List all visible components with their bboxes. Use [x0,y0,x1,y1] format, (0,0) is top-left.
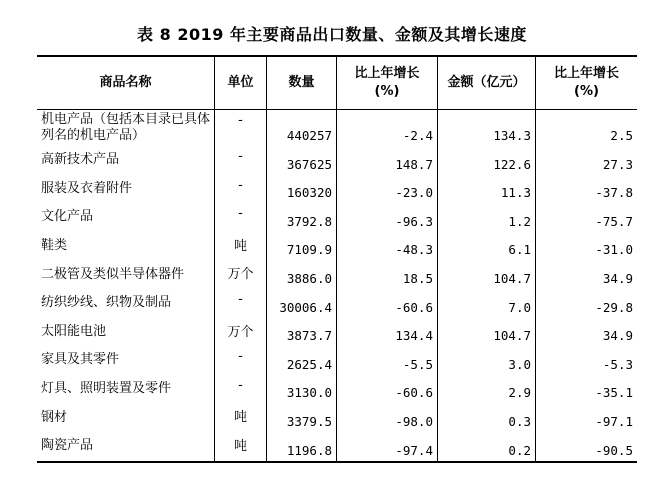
cell-amount: 0.2 [438,432,536,461]
header-qty-growth-line1: 比上年增长 [354,66,420,81]
cell-qty-growth: -23.0 [337,175,438,204]
cell-unit: 吨 [215,432,267,461]
cell-name: 纺织纱线、织物及制品 [37,289,215,318]
table-header [37,57,637,110]
cell-quantity: 3792.8 [267,203,337,232]
header-name: 商品名称 [37,57,215,109]
cell-qty-growth: -60.6 [337,375,438,404]
cell-name: 二极管及类似半导体器件 [37,260,215,289]
cell-quantity: 3886.0 [267,260,337,289]
cell-amount: 6.1 [438,232,536,261]
cell-unit: - [215,146,267,175]
cell-amount: 104.7 [438,260,536,289]
cell-amt-growth: -90.5 [595,442,633,458]
cell-amt-growth: 2.5 [610,128,633,143]
cell-amt-growth: -5.3 [602,356,633,372]
export-table [37,55,637,463]
cell-unit: - [215,175,267,204]
cell-quantity: 160320 [267,175,337,204]
cell-amount: 122.6 [438,146,536,175]
header-quantity: 数量 [267,57,337,109]
cell-amount: 2.9 [438,375,536,404]
header-unit: 单位 [215,57,267,109]
cell-amt-growth: -31.0 [595,242,633,258]
cell-qty-growth: 18.5 [337,260,438,289]
cell-amt-growth: 27.3 [602,156,633,172]
table-body [37,110,637,461]
cell-quantity: 1196.8 [267,432,337,461]
table-row [37,260,637,289]
header-amt-growth-line2: (%) [574,84,599,99]
cell-amt-growth: -29.8 [595,299,633,315]
table-bottom-rule [37,461,637,463]
cell-name: 服装及衣着附件 [37,175,215,204]
table-row [37,318,637,347]
cell-qty-growth: -2.4 [337,110,438,146]
cell-qty-growth: -60.6 [337,289,438,318]
cell-qty-growth: -98.0 [337,403,438,432]
table-row [37,346,637,375]
cell-amt-growth: -35.1 [595,385,633,401]
cell-quantity: 30006.4 [267,289,337,318]
cell-quantity: 367625 [267,146,337,175]
cell-amount: 3.0 [438,346,536,375]
cell-qty-growth: -97.4 [337,432,438,461]
cell-quantity: 440257 [267,110,337,146]
table-row [37,146,637,175]
cell-name: 机电产品（包括本目录已具体列名的机电产品） [37,110,215,146]
cell-amt-growth: 34.9 [602,270,633,286]
cell-qty-growth: 148.7 [337,146,438,175]
cell-name: 太阳能电池 [37,318,215,347]
cell-qty-growth: -96.3 [337,203,438,232]
table-row [37,375,637,404]
table-row [37,232,637,261]
cell-unit: 万个 [215,260,267,289]
cell-name: 陶瓷产品 [37,432,215,461]
cell-unit: 万个 [215,318,267,347]
table-row [37,110,637,146]
cell-unit: - [215,346,267,375]
cell-quantity: 3873.7 [267,318,337,347]
cell-qty-growth: -5.5 [337,346,438,375]
table-title: 表 8 2019 年主要商品出口数量、金额及其增长速度 [137,25,527,44]
cell-unit: - [215,375,267,404]
cell-quantity: 3379.5 [267,403,337,432]
cell-amount: 104.7 [438,318,536,347]
cell-amount: 11.3 [438,175,536,204]
table-row [37,203,637,232]
header-qty-growth-line2: (%) [374,84,400,99]
table-row [37,403,637,432]
table-row [37,175,637,204]
cell-amount: 1.2 [438,203,536,232]
cell-qty-growth: -48.3 [337,232,438,261]
cell-qty-growth: 134.4 [337,318,438,347]
cell-amt-growth: -97.1 [595,413,633,429]
header-amt-growth [536,57,637,109]
cell-quantity: 3130.0 [267,375,337,404]
cell-name: 钢材 [37,403,215,432]
cell-amt-growth: -75.7 [595,213,633,229]
cell-name: 家具及其零件 [37,346,215,375]
table-row [37,289,637,318]
cell-unit: - [215,289,267,318]
table-row [37,432,637,461]
cell-unit: - [215,110,267,146]
header-amount: 金额（亿元） [438,57,536,109]
cell-unit: - [215,203,267,232]
cell-quantity: 7109.9 [267,232,337,261]
cell-amt-growth: 34.9 [602,328,633,344]
cell-name: 高新技术产品 [37,146,215,175]
cell-amt-growth: -37.8 [595,185,633,201]
header-amt-growth-line1: 比上年增长 [553,66,619,81]
cell-quantity: 2625.4 [267,346,337,375]
cell-name: 灯具、照明装置及零件 [37,375,215,404]
cell-amount: 134.3 [438,110,536,146]
cell-name: 文化产品 [37,203,215,232]
cell-amount: 7.0 [438,289,536,318]
cell-unit: 吨 [215,232,267,261]
cell-amount: 0.3 [438,403,536,432]
header-qty-growth [337,57,438,109]
cell-unit: 吨 [215,403,267,432]
cell-name: 鞋类 [37,232,215,261]
